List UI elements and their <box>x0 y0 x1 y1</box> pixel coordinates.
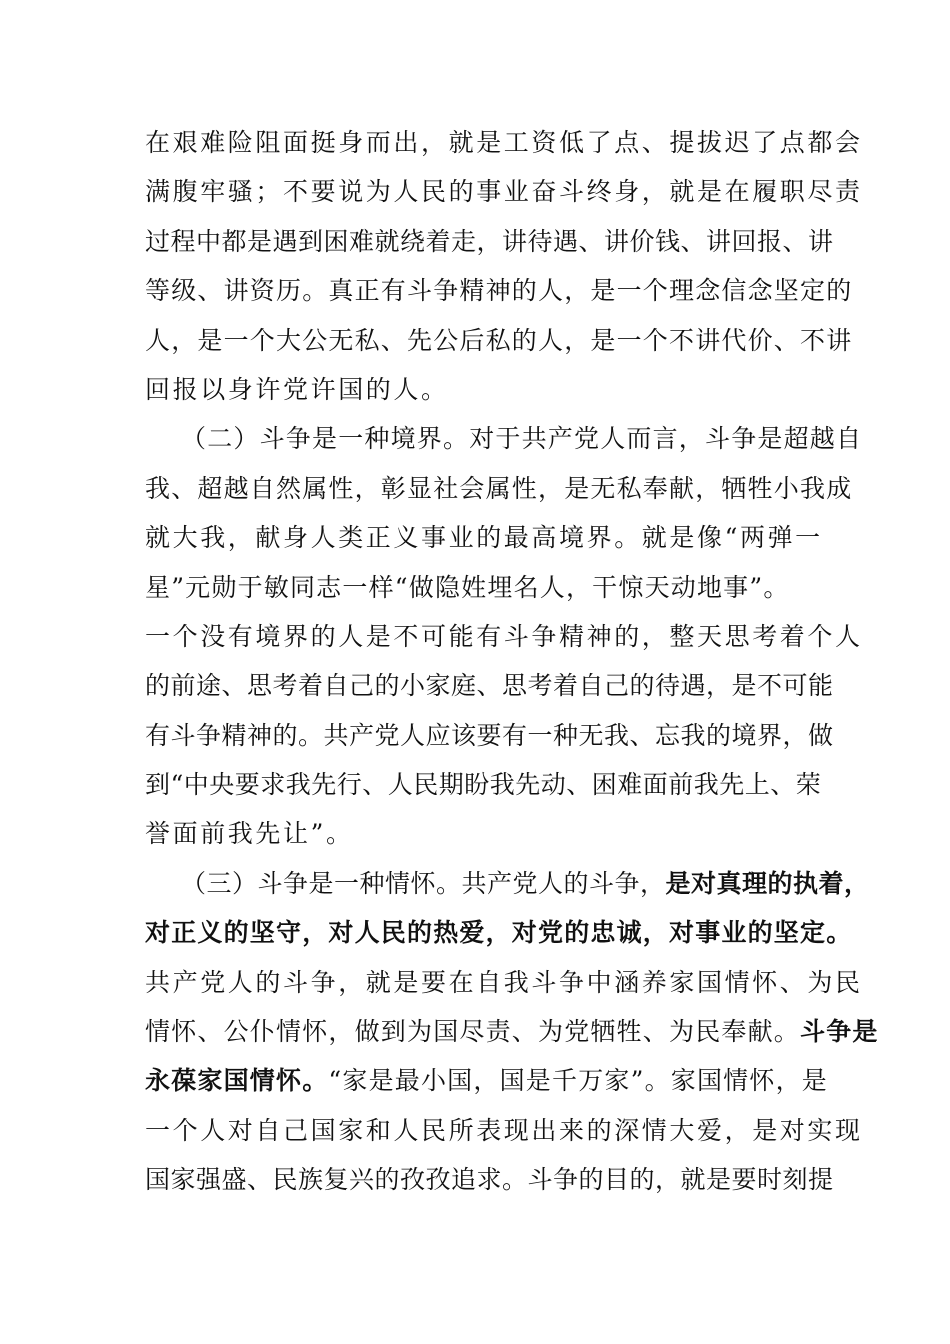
text-line-2 <box>145 167 863 216</box>
text-segment: 情怀、公仆情怀，做到为国尽责、为党牺牲、为民奉献。 <box>145 1017 801 1047</box>
text-segment: 有斗争精神的。共产党人应该要有一种无我、忘我的境界，做 <box>145 720 834 750</box>
text-line-11 <box>145 612 863 661</box>
text-segment: 星”元勋于敏同志一样“做隐姓埋名人，干惊天动地事”。 <box>145 572 790 602</box>
text-segment: 在艰难险阻面挺身而出，就是工资低了点、提拔迟了点都会 <box>145 128 863 157</box>
text-segment: 的前途、思考着自己的小家庭、思考着自己的待遇，是不可能 <box>145 671 834 701</box>
text-line-13 <box>145 711 834 760</box>
section-heading-2 <box>145 414 863 463</box>
text-line-21 <box>145 1106 863 1155</box>
text-line-18 <box>145 958 863 1007</box>
text-segment: 一个人对自己国家和人民所表现出来的深情大爱，是对实现 <box>145 1115 863 1145</box>
text-segment: 国家强盛、民族复兴的孜孜追求。斗争的目的，就是要时刻提 <box>145 1165 834 1195</box>
bold-text-segment: 斗争是 <box>800 1017 879 1047</box>
text-line-4 <box>145 266 853 315</box>
bold-text-segment: 永葆家国情怀。 <box>145 1066 329 1096</box>
text-segment: 人，是一个大公无私、先公后私的人，是一个不讲代价、不讲 <box>145 325 853 355</box>
bold-text-segment: 是对真理的执着， <box>665 868 870 898</box>
text-segment: “家是最小国，国是千万家”。家国情怀，是 <box>328 1066 828 1096</box>
text-line-19 <box>145 1007 879 1056</box>
text-line-15 <box>145 809 810 858</box>
text-segment: 回报以身许党许国的人。 <box>145 374 449 404</box>
text-segment: （二）斗争是一种境界。对于共产党人而言，斗争是超越自 <box>181 424 863 454</box>
text-line-10 <box>145 563 810 612</box>
text-line-9 <box>145 513 823 562</box>
text-segment: 就大我，献身人类正义事业的最高境界。就是像“两弹一 <box>145 523 823 553</box>
text-line-14 <box>145 760 822 809</box>
text-line-1 <box>145 118 863 167</box>
section-heading-3 <box>145 859 870 908</box>
text-line-20 <box>145 1056 828 1105</box>
text-segment: 一个没有境界的人是不可能有斗争精神的，整天思考着个人 <box>145 621 863 651</box>
text-line-22 <box>145 1155 834 1204</box>
text-line-3 <box>145 217 834 266</box>
text-segment: 我、超越自然属性，彰显社会属性，是无私奉献，牺牲小我成 <box>145 473 853 503</box>
bold-text-segment: 对正义的坚守，对人民的热爱，对党的忠诚，对事业的坚定。 <box>145 918 853 948</box>
text-line-17 <box>145 908 853 957</box>
text-line-6 <box>145 365 810 414</box>
text-line-5 <box>145 316 853 365</box>
document-body <box>145 118 879 1205</box>
text-segment: 誉面前我先让”。 <box>145 819 354 849</box>
text-segment: 过程中都是遇到困难就绕着走，讲待遇、讲价钱、讲回报、讲 <box>145 226 834 256</box>
text-segment: 满腹牢骚；不要说为人民的事业奋斗终身，就是在履职尽责 <box>145 177 863 207</box>
text-line-12 <box>145 661 834 710</box>
text-segment: 共产党人的斗争，就是要在自我斗争中涵养家国情怀、为民 <box>145 967 863 997</box>
text-segment: 等级、讲资历。真正有斗争精神的人，是一个理念信念坚定的 <box>145 276 853 306</box>
text-segment: （三）斗争是一种情怀。共产党人的斗争， <box>181 868 666 898</box>
text-segment: 到“中央要求我先行、人民期盼我先动、困难面前我先上、荣 <box>145 770 822 800</box>
text-line-8 <box>145 464 853 513</box>
